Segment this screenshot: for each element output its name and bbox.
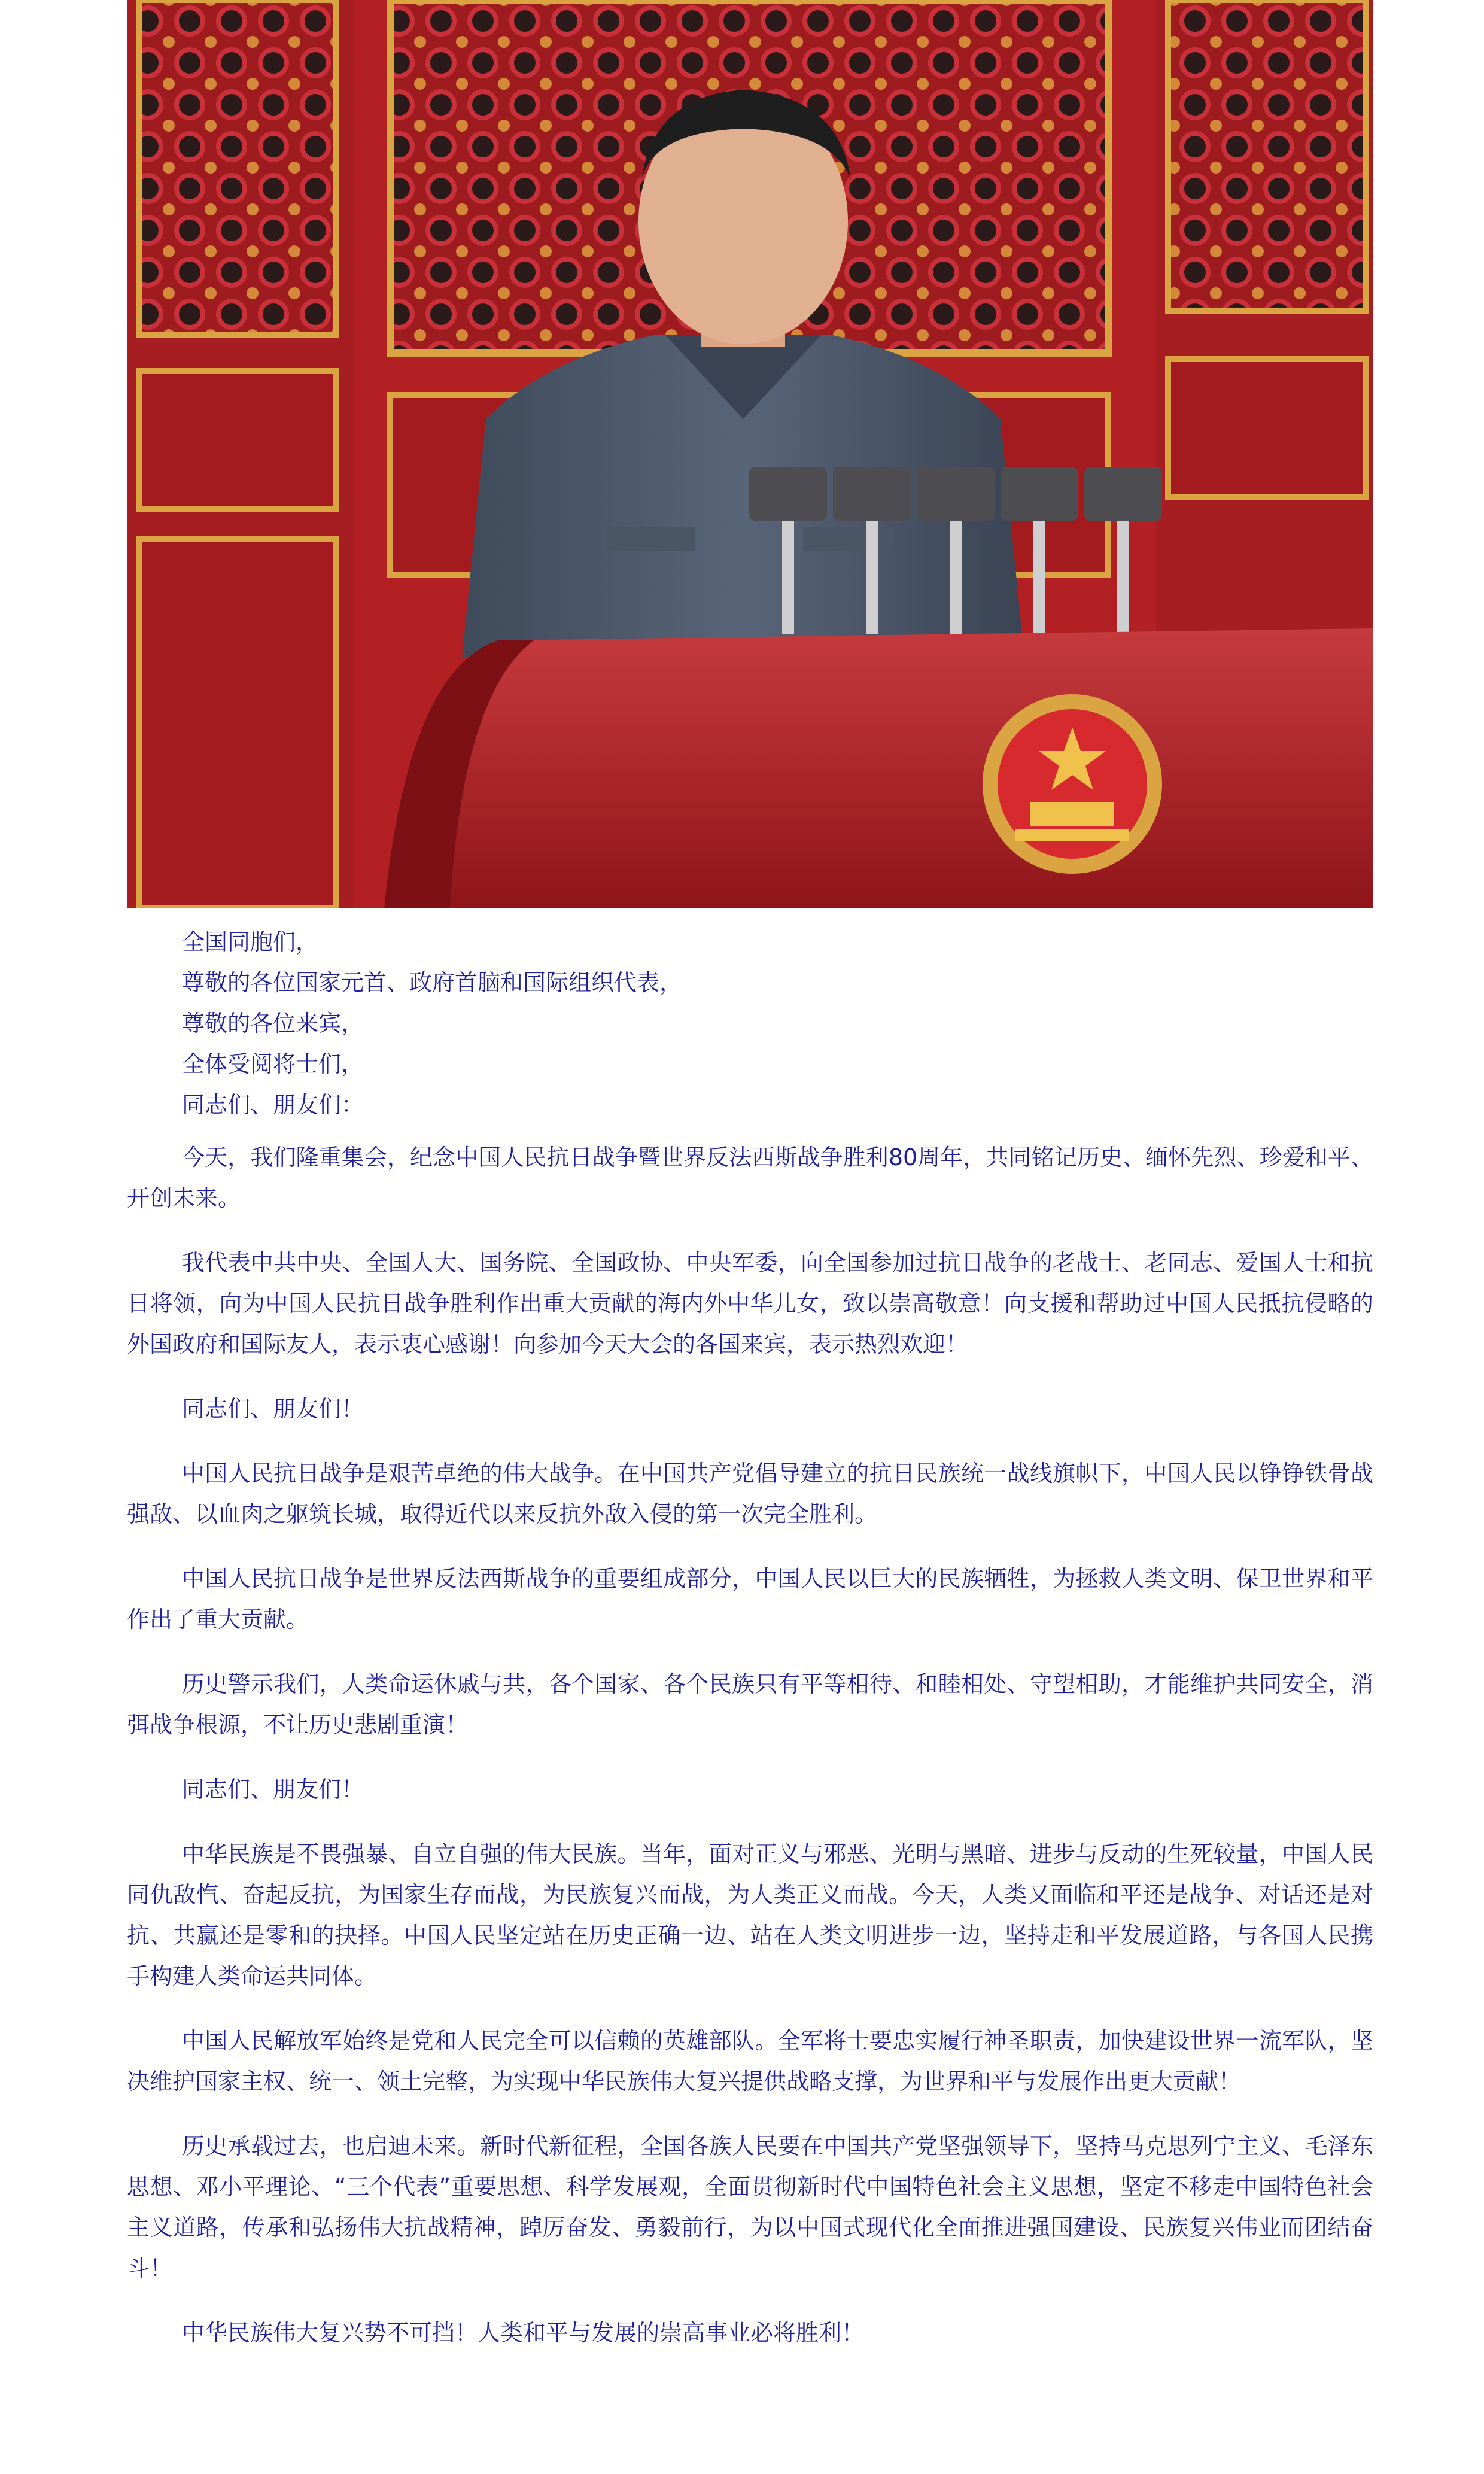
speech-article — [127, 922, 1373, 2377]
paragraph: 中国人民解放军始终是党和人民完全可以信赖的英雄部队。全军将士要忠实履行神圣职责，加快建设世界一流军队，坚决维护国家主权、统一、领土完整，为实现中华民族伟大复兴提供战略支撑，为世界和平与发展作出更大贡献！ — [127, 2028, 1373, 2095]
greeting-line: 尊敬的各位来宾， — [182, 1010, 364, 1037]
paragraph: 历史承载过去，也启迪未来。新时代新征程，全国各族人民要在中国共产党坚强领导下，坚持马克思列宁主义、毛泽东思想、邓小平理论、“三个代表”重要思想、科学发展观，全面贯彻新时代中国特色社会主义思想，坚定不移走中国特色社会主义道路，传承和弘扬伟大抗战精神，踔厉奋发、勇毅前行，为以中国式现代化全面推进强国建设、民族复兴伟业而团结奋斗！ — [127, 2133, 1373, 2281]
paragraph: 历史警示我们，人类命运休戚与共，各个国家、各个民族只有平等相待、和睦相处、守望相助，才能维护共同安全，消弭战争根源，不让历史悲剧重演！ — [127, 1671, 1373, 1738]
paragraph: 中华民族伟大复兴势不可挡！人类和平与发展的崇高事业必将胜利！ — [182, 2320, 865, 2346]
paragraph: 中华民族是不畏强暴、自立自强的伟大民族。当年，面对正义与邪恶、光明与黑暗、进步与反动的生死较量，中国人民同仇敌忾、奋起反抗，为国家生存而战，为民族复兴而战，为人类正义而战。今天，人类又面临和平还是战争、对话还是对抗、共赢还是零和的抉择。中国人民坚定站在历史正确一边、站在人类文明进步一边，坚持走和平发展道路，与各国人民携手构建人类命运共同体。 — [127, 1841, 1373, 1989]
paragraph: 同志们、朋友们！ — [182, 1396, 364, 1422]
greeting-line: 全国同胞们， — [182, 929, 319, 955]
paragraph: 同志们、朋友们！ — [182, 1776, 364, 1803]
greeting-line: 同志们、朋友们： — [182, 1092, 364, 1118]
paragraph: 今天，我们隆重集会，纪念中国人民抗日战争暨世界反法西斯战争胜利80周年，共同铭记历史、缅怀先烈、珍爱和平、开创未来。 — [127, 1144, 1373, 1211]
greeting-line: 全体受阅将士们， — [182, 1051, 364, 1077]
greeting-line: 尊敬的各位国家元首、政府首脑和国际组织代表， — [182, 969, 683, 996]
paragraph: 我代表中共中央、全国人大、国务院、全国政协、中央军委，向全国参加过抗日战争的老战士、老同志、爱国人士和抗日将领，向为中国人民抗日战争胜利作出重大贡献的海内外中华儿女，致以崇高敬意！向支援和帮助过中国人民抵抗侵略的外国政府和国际友人，表示衷心感谢！向参加今天大会的各国来宾，表示热烈欢迎！ — [127, 1250, 1373, 1357]
paragraph: 中国人民抗日战争是世界反法西斯战争的重要组成部分，中国人民以巨大的民族牺牲，为拯救人类文明、保卫世界和平作出了重大贡献。 — [127, 1566, 1373, 1633]
paragraph: 中国人民抗日战争是艰苦卓绝的伟大战争。在中国共产党倡导建立的抗日民族统一战线旗帜下，中国人民以铮铮铁骨战强敌、以血肉之躯筑长城，取得近代以来反抗外敌入侵的第一次完全胜利。 — [127, 1460, 1373, 1527]
hero-photo — [127, 0, 1373, 908]
greetings-block — [127, 922, 1373, 1125]
